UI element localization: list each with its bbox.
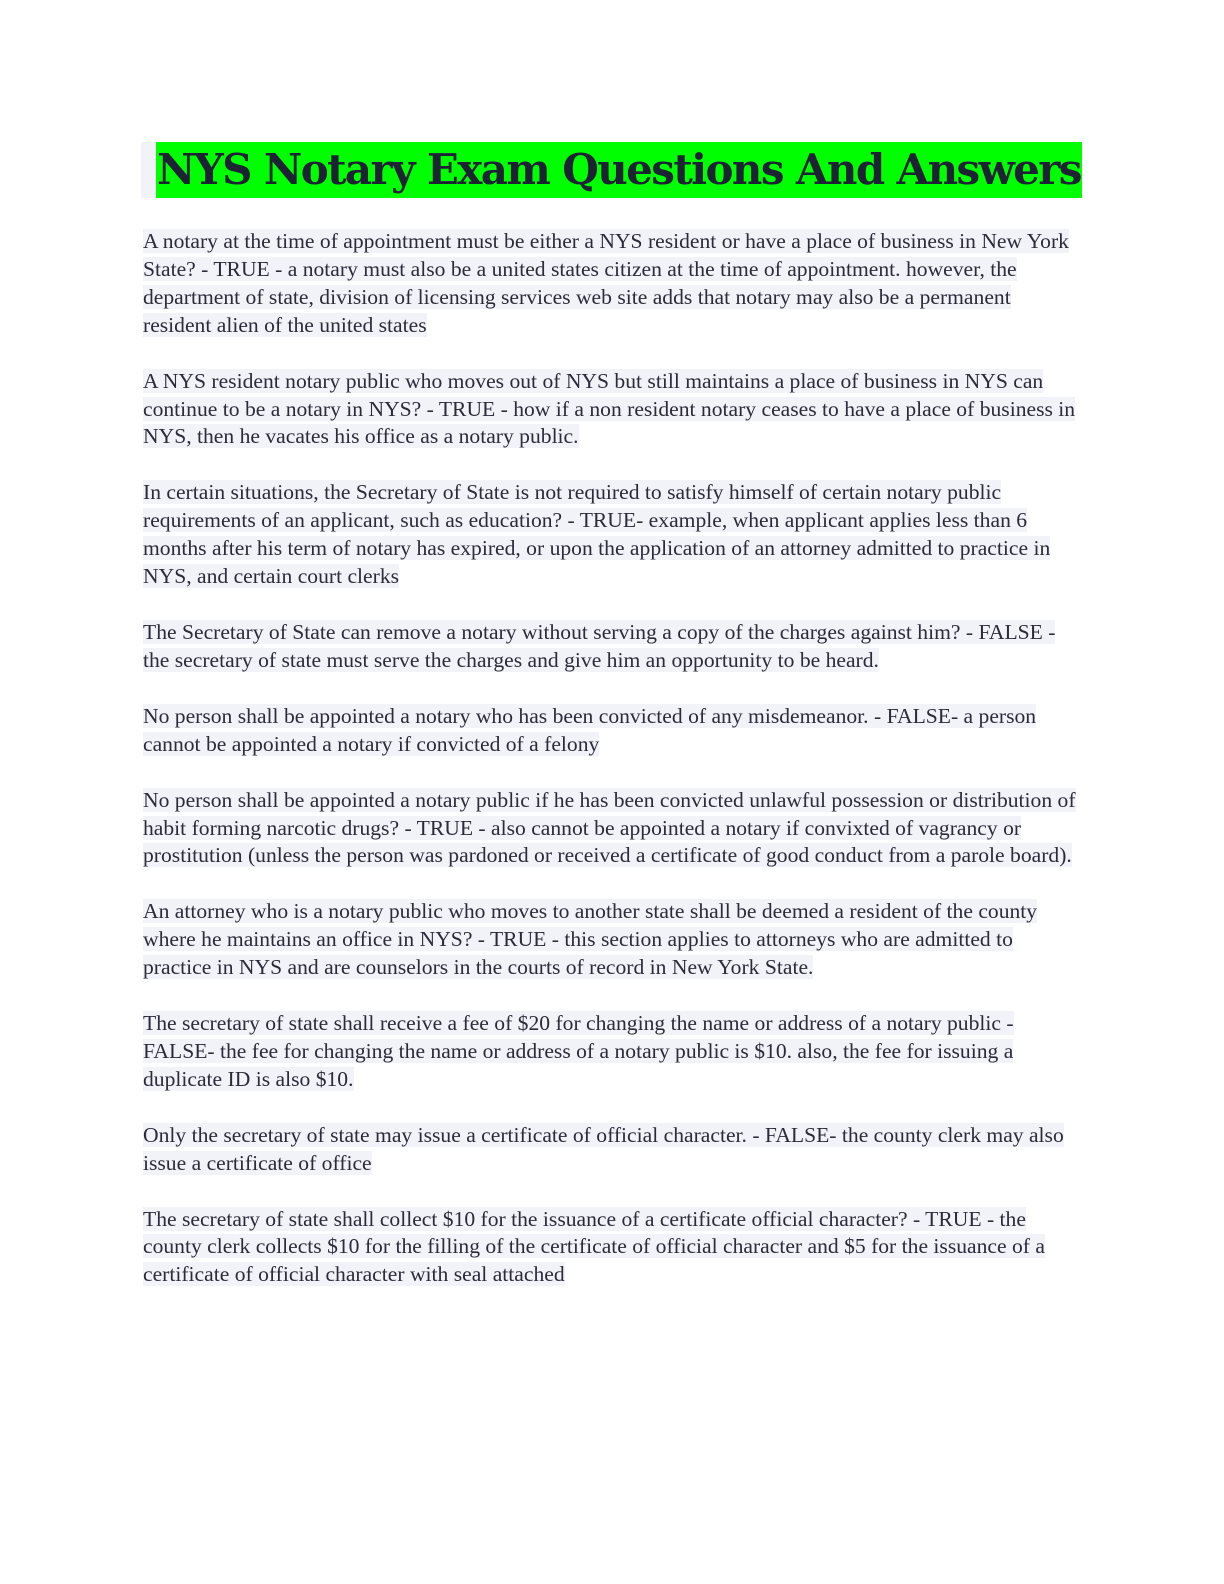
qa-text: The secretary of state shall collect $10 for the issuance of a certificate official character? - TRUE - the county clerk collects $10 for the filling of the certificate of official character and $5 for the issuance of a certificate of official character with seal attached bbox=[143, 1206, 1045, 1287]
qa-text: A notary at the time of appointment must be either a NYS resident or have a place of business in New York State? - TRUE - a notary must also be a united states citizen at the time of appointment. however, the department of state, division of licensing services web site adds that notary may also be a permanent resident alien of the united states bbox=[143, 229, 1069, 337]
qa-item-10 bbox=[143, 1206, 1078, 1290]
qa-text: The secretary of state shall receive a fee of $20 for changing the name or address of a notary public - FALSE- the fee for changing the name or address of a notary public is $10. also, the fee for issuing a duplicate ID is also $10. bbox=[143, 1011, 1014, 1091]
qa-item-8 bbox=[143, 1010, 1078, 1094]
qa-text: No person shall be appointed a notary who has been convicted of any misdemeanor. - FALSE- a person cannot be appointed a notary if convicted of a felony bbox=[143, 703, 1037, 756]
qa-text: An attorney who is a notary public who moves to another state shall be deemed a resident of the county where he maintains an office in NYS? - TRUE - this section applies to attorneys who are admitted to practice in NYS and are counselors in the courts of record in New York State. bbox=[143, 899, 1038, 980]
title-band bbox=[141, 142, 1081, 198]
qa-item-9 bbox=[143, 1122, 1078, 1178]
qa-text: Only the secretary of state may issue a certificate of official character. - FALSE- the county clerk may also issue a certificate of office bbox=[143, 1122, 1064, 1175]
qa-text: In certain situations, the Secretary of State is not required to satisfy himself of certain notary public requirements of an applicant, such as education? - TRUE- example, when applicant applies less than 6 months after his term of notary has expired, or upon the application of an attorney admitted to practice in NYS, and certain court clerks bbox=[143, 480, 1051, 589]
qa-item-6 bbox=[143, 787, 1078, 871]
qa-item-2 bbox=[143, 368, 1078, 452]
qa-item-1 bbox=[143, 228, 1078, 340]
page-title: NYS Notary Exam Questions And Answers bbox=[156, 142, 1082, 198]
qa-item-3 bbox=[143, 479, 1078, 591]
qa-text: The Secretary of State can remove a notary without serving a copy of the charges against him? - FALSE - the secretary of state must serve the charges and give him an opportunity to be heard. bbox=[143, 619, 1056, 672]
qa-list bbox=[143, 228, 1078, 1317]
qa-text: A NYS resident notary public who moves out of NYS but still maintains a place of business in NYS can continue to be a notary in NYS? - TRUE - how if a non resident notary ceases to have a place of business in NYS, then he vacates his office as a notary public. bbox=[143, 368, 1076, 449]
qa-item-4 bbox=[143, 619, 1078, 675]
qa-item-7 bbox=[143, 898, 1078, 982]
qa-text: No person shall be appointed a notary public if he has been convicted unlawful possession or distribution of habit forming narcotic drugs? - TRUE - also cannot be appointed a notary if convixted of vagrancy or prostitution (unless the person was pardoned or received a certificate of good conduct from a parole board). bbox=[143, 787, 1076, 868]
qa-item-5 bbox=[143, 703, 1078, 759]
